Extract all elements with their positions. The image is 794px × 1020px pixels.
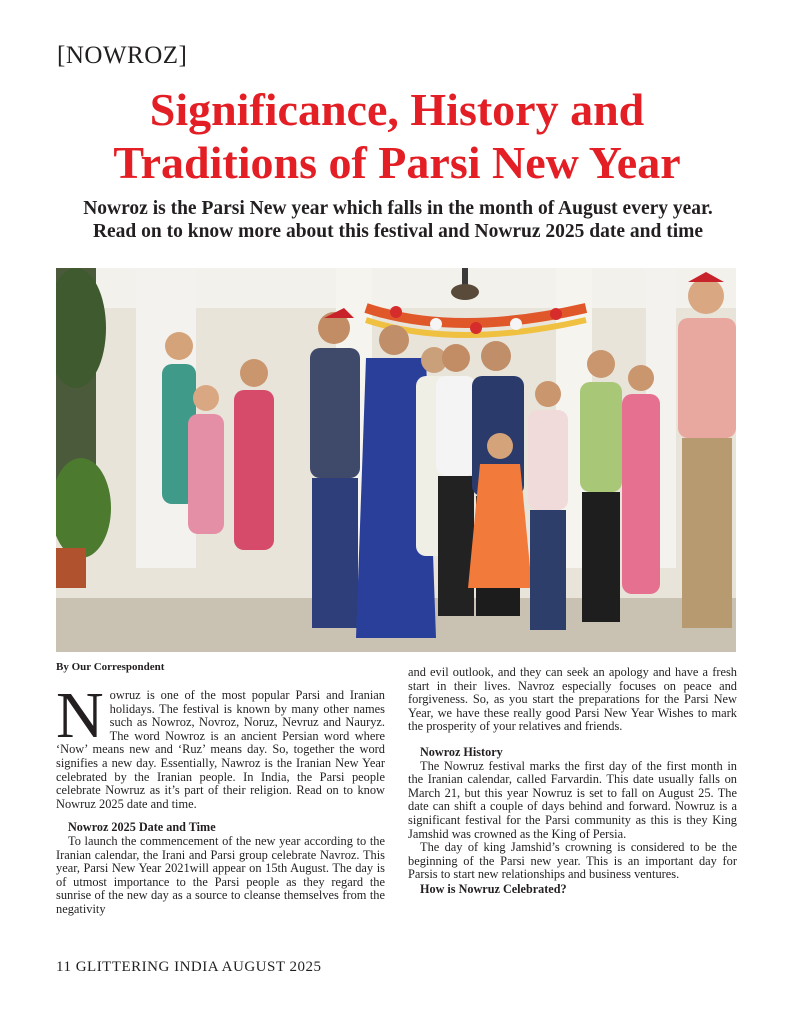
intro-text: owruz is one of the most popular Parsi and Iranian holidays. The festival is known by many other names such as Nowroz, Novroz, Noruz, Nevruz and Nauryz. The word Nowroz is an ancient Persian word where ‘Now’ means new and ‘Ruz’ means day. So, together the word signifies a new day. Essentially, Nawroz is the Iranian New Year celebrated by the Iranian people. In India, the Parsi people celebrate Nowruz as it’s part of their religion. Read on to know Nowruz 2025 date and time. [56,688,385,811]
section-heading-history: Nowroz History [420,744,503,759]
group-photo [56,268,736,652]
group-photo-illustration [56,268,736,652]
standfirst: Nowroz is the Parsi New year which falls in the month of August every year. Read on to know more about this festival and Nowruz 2025 date and time [83,198,713,242]
section1-paragraph: To launch the commencement of the new year according to the Iranian calendar, the Irani and Parsi group celebrate Navroz. This year, Parsi New Year 2021will appear on 15th August. The day is of utmost importance to the Parsi people as they regard the sunrise of the new day as a source to cleanse themselves from the negativity [56,833,385,916]
section1-continuation: and evil outlook, and they can seek an apology and have a fresh start in their lives. Navroz especially focuses on peace and forgiveness. So, as you start the preparations for the Parsi New Year, we have these really good Parsi New Year Wishes to mark the prosperity of your relatives and friends. [408,665,737,734]
page-footer: 11 GLITTERING INDIA AUGUST 2025 [56,959,322,975]
history-paragraph-2: The day of king Jamshid’s crowning is considered to be the beginning of the Parsi new year. This is an important day for Parsis to start new relationships and business ventures. [408,840,737,882]
section-heading-date: Nowroz 2025 Date and Time [68,820,216,835]
dropcap: N [56,679,104,752]
article-title [30,83,764,189]
section-kicker: [NOWROZ] [57,42,188,69]
intro-paragraph [56,679,385,811]
section-heading-celebration: How is Nowruz Celebrated? [420,881,567,896]
title-line-1: Significance, History and [149,84,645,135]
article-column-1 [56,679,385,917]
byline: By Our Correspondent [56,661,165,673]
history-paragraph-1: The Nowruz festival marks the first day of the first month in the Iranian calendar, called Farvardin. This date usually falls on March 21, but this year Nowruz is set to fall on August 25. The date can shift a couple of days behind and forward. Nowruz is a significant festival for the Parsi community as this is they King Jamshid was crowned as the King of Persia. [408,758,737,841]
title-line-2: Traditions of Parsi New Year [113,137,681,188]
article-column-2 [408,666,737,897]
